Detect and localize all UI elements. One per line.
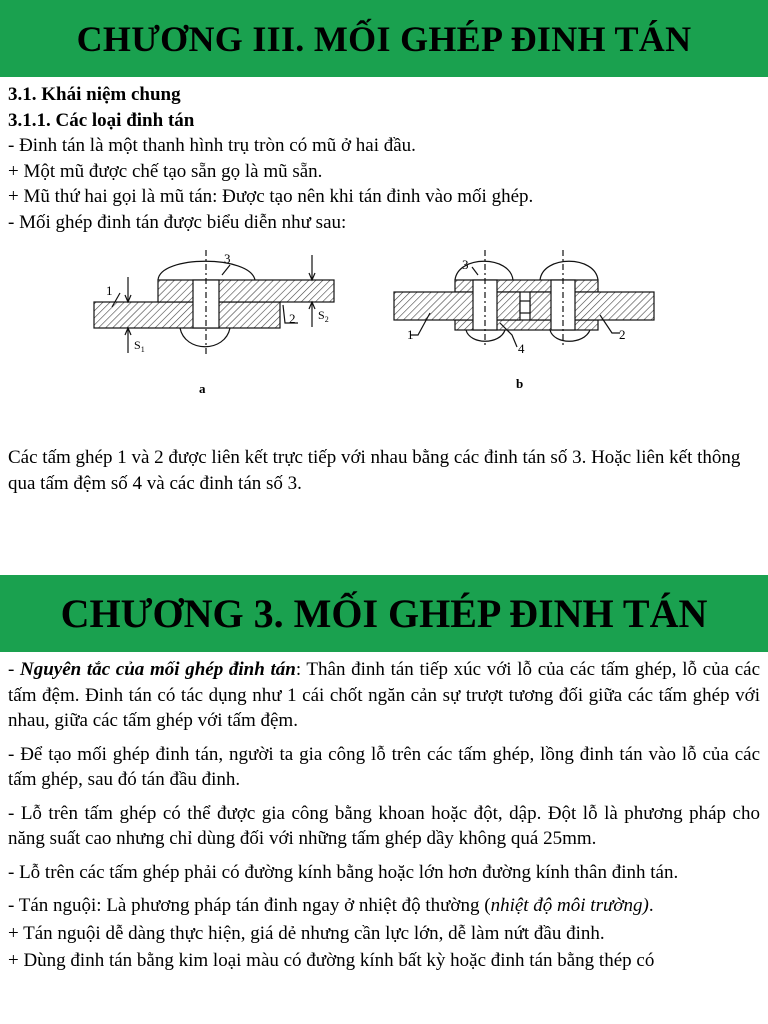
slide-2-content xyxy=(0,652,768,974)
text-line: - Mối ghép đinh tán được biểu diễn như sau: xyxy=(8,211,347,233)
slide-1-content xyxy=(0,77,768,235)
slide-2 xyxy=(0,575,768,1024)
figure-a-s2: $S_2$ xyxy=(318,308,329,324)
figure-a-label-3: 3 xyxy=(224,251,231,266)
subsection-heading: 3.1.1. Các loại đinh tán xyxy=(8,109,195,131)
rivet-joint-figure xyxy=(0,235,768,445)
figure-a-lap-joint xyxy=(94,250,334,355)
cold-riveting-materials: + Dùng đinh tán bằng kim loại màu có đường kính bất kỳ hoặc đinh tán bằng thép có xyxy=(8,950,655,971)
figure-a-label-2: 2 xyxy=(289,311,296,326)
process-paragraph: - Để tạo mối ghép đinh tán, người ta gia công lỗ trên các tấm ghép, lồng đinh tán vào lỗ của các tấm ghép, sau đó tán đầu đinh. xyxy=(8,743,760,790)
figure-a-label-1: 1 xyxy=(106,283,113,298)
cold-riveting-pros-cons: + Tán nguội dễ dàng thực hiện, giá dẻ nhưng cần lực lớn, dễ làm nứt đầu đinh. xyxy=(8,922,605,944)
hole-making-paragraph: - Lỗ trên tấm ghép có thể được gia công bằng khoan hoặc đột, dập. Đột lỗ là phương pháp cho năng suất cao nhưng chỉ dùng đối với những tấm ghép dầy không quá 25mm. xyxy=(8,802,760,849)
cold-riveting-paragraph: - Tán nguội: Là phương pháp tán đinh ngay ở nhiệt độ thường (nhiệt độ môi trường). xyxy=(8,895,654,916)
figure-b-butt-joint xyxy=(394,250,654,347)
figure-b-label-1: 1 xyxy=(407,327,414,342)
figure-b-caption: b xyxy=(516,376,524,391)
figure-a-caption: a xyxy=(199,381,206,396)
text-line: - Đinh tán là một thanh hình trụ tròn có mũ ở hai đầu. xyxy=(8,135,416,156)
figure-b-label-2: 2 xyxy=(619,327,626,342)
figure-a-s1: $S_1$ xyxy=(134,338,145,354)
figure-b-label-4: 4 xyxy=(518,341,525,356)
slide-1-title: CHƯƠNG III. MỐI GHÉP ĐINH TÁN xyxy=(0,0,768,77)
figure-description: Các tấm ghép 1 và 2 được liên kết trực tiếp với nhau bằng các đinh tán số 3. Hoặc liên kết thông qua tấm đệm số 4 và các đinh tán số 3. xyxy=(8,447,741,494)
principle-paragraph: - Nguyên tắc của mối ghép đinh tán: Thân đinh tán tiếp xúc với lỗ của các tấm ghép, lỗ của các tấm đệm. Đinh tán có tác dụng như 1 cái chốt ngăn cản sự trượt tương đối giữa các tấm ghép với nhau, giữa các tấm ghép với tấm đệm. xyxy=(8,659,761,731)
hole-diameter-paragraph: - Lỗ trên các tấm ghép phải có đường kính bằng hoặc lớn hơn đường kính thân đinh tán. xyxy=(8,861,679,883)
text-line: + Mũ thứ hai gọi là mũ tán: Được tạo nên khi tán đinh vào mối ghép. xyxy=(8,186,534,207)
slide-2-title: CHƯƠNG 3. MỐI GHÉP ĐINH TÁN xyxy=(0,575,768,652)
text-line: + Một mũ được chế tạo sẵn gọ là mũ sẵn. xyxy=(8,160,323,182)
principle-term: Nguyên tắc của mối ghép đinh tán xyxy=(20,659,296,680)
section-heading: 3.1. Khái niệm chung xyxy=(8,84,181,105)
figure-b-label-3: 3 xyxy=(462,257,469,272)
